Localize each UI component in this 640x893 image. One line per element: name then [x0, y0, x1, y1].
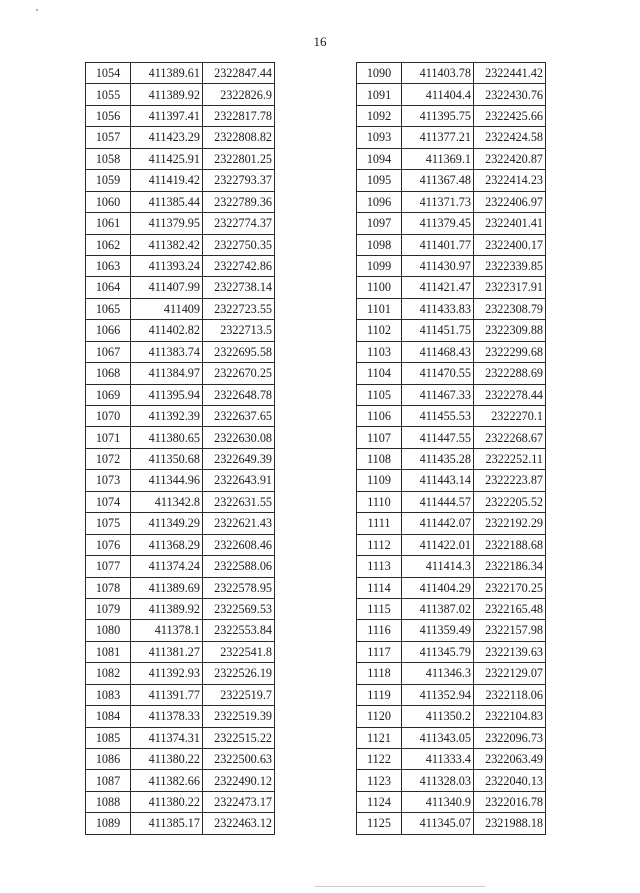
y-coordinate-cell: 2322643.91 [203, 470, 275, 491]
table-row [86, 813, 275, 834]
y-coordinate-cell: 2322621.43 [203, 513, 275, 534]
x-coordinate-cell: 411421.47 [402, 277, 474, 298]
table-row [86, 170, 275, 191]
point-number-cell: 1069 [86, 384, 131, 405]
point-number-cell: 1096 [357, 191, 402, 212]
x-coordinate-cell: 411423.29 [131, 127, 203, 148]
table-row [357, 191, 546, 212]
table-row [86, 598, 275, 619]
x-coordinate-cell: 411387.02 [402, 598, 474, 619]
point-number-cell: 1114 [357, 577, 402, 598]
page-number: 16 [313, 34, 327, 49]
table-row [86, 363, 275, 384]
table-row [86, 513, 275, 534]
point-number-cell: 1078 [86, 577, 131, 598]
point-number-cell: 1087 [86, 770, 131, 791]
y-coordinate-cell: 2322040.13 [474, 770, 546, 791]
x-coordinate-cell: 411404.4 [402, 84, 474, 105]
x-coordinate-cell: 411389.92 [131, 598, 203, 619]
x-coordinate-cell: 411470.55 [402, 363, 474, 384]
y-coordinate-cell: 2322223.87 [474, 470, 546, 491]
y-coordinate-cell: 2322309.88 [474, 320, 546, 341]
y-coordinate-cell: 2322519.39 [203, 706, 275, 727]
point-number-cell: 1122 [357, 749, 402, 770]
x-coordinate-cell: 411385.44 [131, 191, 203, 212]
point-number-cell: 1065 [86, 298, 131, 319]
table-row [357, 706, 546, 727]
y-coordinate-cell: 2322129.07 [474, 663, 546, 684]
x-coordinate-cell: 411380.65 [131, 427, 203, 448]
table-row [357, 277, 546, 298]
y-coordinate-cell: 2322553.84 [203, 620, 275, 641]
scan-artifact-line [315, 886, 485, 887]
x-coordinate-cell: 411433.83 [402, 298, 474, 319]
point-number-cell: 1123 [357, 770, 402, 791]
y-coordinate-cell: 2322742.86 [203, 255, 275, 276]
y-coordinate-cell: 2322441.42 [474, 63, 546, 84]
table-row [357, 127, 546, 148]
x-coordinate-cell: 411414.3 [402, 556, 474, 577]
y-coordinate-cell: 2322817.78 [203, 105, 275, 126]
y-coordinate-cell: 2322738.14 [203, 277, 275, 298]
point-number-cell: 1079 [86, 598, 131, 619]
y-coordinate-cell: 2322299.68 [474, 341, 546, 362]
point-number-cell: 1109 [357, 470, 402, 491]
table-row [357, 234, 546, 255]
y-coordinate-cell: 2322420.87 [474, 148, 546, 169]
x-coordinate-cell: 411379.95 [131, 213, 203, 234]
table-row [86, 706, 275, 727]
y-coordinate-cell: 2322063.49 [474, 749, 546, 770]
table-row [357, 813, 546, 834]
table-row [86, 749, 275, 770]
y-coordinate-cell: 2322723.55 [203, 298, 275, 319]
point-number-cell: 1074 [86, 491, 131, 512]
point-number-cell: 1125 [357, 813, 402, 834]
x-coordinate-cell: 411369.1 [402, 148, 474, 169]
point-number-cell: 1099 [357, 255, 402, 276]
y-coordinate-cell: 2322401.41 [474, 213, 546, 234]
x-coordinate-cell: 411443.14 [402, 470, 474, 491]
point-number-cell: 1118 [357, 663, 402, 684]
table-row [86, 448, 275, 469]
x-coordinate-cell: 411407.99 [131, 277, 203, 298]
x-coordinate-cell: 411374.24 [131, 556, 203, 577]
y-coordinate-cell: 2322268.67 [474, 427, 546, 448]
x-coordinate-cell: 411382.42 [131, 234, 203, 255]
x-coordinate-cell: 411346.3 [402, 663, 474, 684]
x-coordinate-cell: 411389.92 [131, 84, 203, 105]
x-coordinate-cell: 411447.55 [402, 427, 474, 448]
point-number-cell: 1102 [357, 320, 402, 341]
point-number-cell: 1119 [357, 684, 402, 705]
table-row [357, 470, 546, 491]
table-row [86, 470, 275, 491]
x-coordinate-cell: 411455.53 [402, 406, 474, 427]
y-coordinate-cell: 2322016.78 [474, 791, 546, 812]
coordinates-table-left [85, 62, 275, 835]
x-coordinate-cell: 411385.17 [131, 813, 203, 834]
x-coordinate-cell: 411409 [131, 298, 203, 319]
y-coordinate-cell: 2322631.55 [203, 491, 275, 512]
y-coordinate-cell: 2322288.69 [474, 363, 546, 384]
y-coordinate-cell: 2322425.66 [474, 105, 546, 126]
table-row [86, 556, 275, 577]
point-number-cell: 1093 [357, 127, 402, 148]
y-coordinate-cell: 2322473.17 [203, 791, 275, 812]
point-number-cell: 1055 [86, 84, 131, 105]
x-coordinate-cell: 411467.33 [402, 384, 474, 405]
table-row [357, 341, 546, 362]
point-number-cell: 1081 [86, 641, 131, 662]
point-number-cell: 1095 [357, 170, 402, 191]
table-row [86, 213, 275, 234]
table-row [86, 663, 275, 684]
point-number-cell: 1113 [357, 556, 402, 577]
point-number-cell: 1059 [86, 170, 131, 191]
table-row [86, 620, 275, 641]
x-coordinate-cell: 411379.45 [402, 213, 474, 234]
table-row [86, 577, 275, 598]
point-number-cell: 1106 [357, 406, 402, 427]
point-number-cell: 1073 [86, 470, 131, 491]
y-coordinate-cell: 2322847.44 [203, 63, 275, 84]
point-number-cell: 1063 [86, 255, 131, 276]
table-row [86, 277, 275, 298]
table-row [86, 727, 275, 748]
y-coordinate-cell: 2322165.48 [474, 598, 546, 619]
y-coordinate-cell: 2322630.08 [203, 427, 275, 448]
x-coordinate-cell: 411371.73 [402, 191, 474, 212]
table-row [357, 770, 546, 791]
table-row [86, 298, 275, 319]
table-row [357, 749, 546, 770]
point-number-cell: 1101 [357, 298, 402, 319]
point-number-cell: 1060 [86, 191, 131, 212]
point-number-cell: 1075 [86, 513, 131, 534]
point-number-cell: 1061 [86, 213, 131, 234]
point-number-cell: 1104 [357, 363, 402, 384]
y-coordinate-cell: 2322789.36 [203, 191, 275, 212]
table-row [357, 320, 546, 341]
table-row [357, 406, 546, 427]
y-coordinate-cell: 2322188.68 [474, 534, 546, 555]
x-coordinate-cell: 411333.4 [402, 749, 474, 770]
point-number-cell: 1085 [86, 727, 131, 748]
table-row [357, 84, 546, 105]
table-row [357, 170, 546, 191]
y-coordinate-cell: 2322104.83 [474, 706, 546, 727]
y-coordinate-cell: 2321988.18 [474, 813, 546, 834]
x-coordinate-cell: 411381.27 [131, 641, 203, 662]
x-coordinate-cell: 411442.07 [402, 513, 474, 534]
point-number-cell: 1068 [86, 363, 131, 384]
x-coordinate-cell: 411430.97 [402, 255, 474, 276]
x-coordinate-cell: 411352.94 [402, 684, 474, 705]
y-coordinate-cell: 2322793.37 [203, 170, 275, 191]
table-row [86, 148, 275, 169]
table-row [357, 620, 546, 641]
y-coordinate-cell: 2322750.35 [203, 234, 275, 255]
y-coordinate-cell: 2322192.29 [474, 513, 546, 534]
y-coordinate-cell: 2322270.1 [474, 406, 546, 427]
point-number-cell: 1110 [357, 491, 402, 512]
point-number-cell: 1080 [86, 620, 131, 641]
x-coordinate-cell: 411395.75 [402, 105, 474, 126]
point-number-cell: 1088 [86, 791, 131, 812]
table-row [86, 641, 275, 662]
table-row [357, 148, 546, 169]
table-row [86, 84, 275, 105]
point-number-cell: 1082 [86, 663, 131, 684]
table-row [357, 298, 546, 319]
x-coordinate-cell: 411401.77 [402, 234, 474, 255]
table-row [357, 491, 546, 512]
x-coordinate-cell: 411378.1 [131, 620, 203, 641]
y-coordinate-cell: 2322526.19 [203, 663, 275, 684]
table-row [357, 684, 546, 705]
point-number-cell: 1097 [357, 213, 402, 234]
table-row [86, 320, 275, 341]
table-row [357, 663, 546, 684]
y-coordinate-cell: 2322713.5 [203, 320, 275, 341]
table-row [86, 406, 275, 427]
y-coordinate-cell: 2322801.25 [203, 148, 275, 169]
table-row [357, 641, 546, 662]
point-number-cell: 1107 [357, 427, 402, 448]
y-coordinate-cell: 2322339.85 [474, 255, 546, 276]
point-number-cell: 1086 [86, 749, 131, 770]
y-coordinate-cell: 2322649.39 [203, 448, 275, 469]
table-row [86, 427, 275, 448]
y-coordinate-cell: 2322826.9 [203, 84, 275, 105]
x-coordinate-cell: 411328.03 [402, 770, 474, 791]
table-row [357, 534, 546, 555]
y-coordinate-cell: 2322430.76 [474, 84, 546, 105]
x-coordinate-cell: 411435.28 [402, 448, 474, 469]
table-row [86, 384, 275, 405]
table-row [357, 727, 546, 748]
x-coordinate-cell: 411402.82 [131, 320, 203, 341]
y-coordinate-cell: 2322500.63 [203, 749, 275, 770]
x-coordinate-cell: 411422.01 [402, 534, 474, 555]
x-coordinate-cell: 411403.78 [402, 63, 474, 84]
point-number-cell: 1070 [86, 406, 131, 427]
table-row [357, 363, 546, 384]
scan-speck [36, 9, 38, 11]
point-number-cell: 1105 [357, 384, 402, 405]
point-number-cell: 1072 [86, 448, 131, 469]
table-row [357, 513, 546, 534]
table-row [86, 770, 275, 791]
x-coordinate-cell: 411391.77 [131, 684, 203, 705]
x-coordinate-cell: 411392.39 [131, 406, 203, 427]
x-coordinate-cell: 411393.24 [131, 255, 203, 276]
point-number-cell: 1056 [86, 105, 131, 126]
y-coordinate-cell: 2322569.53 [203, 598, 275, 619]
point-number-cell: 1116 [357, 620, 402, 641]
table-row [357, 598, 546, 619]
y-coordinate-cell: 2322278.44 [474, 384, 546, 405]
y-coordinate-cell: 2322170.25 [474, 577, 546, 598]
x-coordinate-cell: 411340.9 [402, 791, 474, 812]
y-coordinate-cell: 2322541.8 [203, 641, 275, 662]
y-coordinate-cell: 2322519.7 [203, 684, 275, 705]
x-coordinate-cell: 411451.75 [402, 320, 474, 341]
y-coordinate-cell: 2322463.12 [203, 813, 275, 834]
coordinates-table-right [356, 62, 546, 835]
table-row [357, 791, 546, 812]
x-coordinate-cell: 411382.66 [131, 770, 203, 791]
table-row [86, 105, 275, 126]
table-row [86, 191, 275, 212]
point-number-cell: 1124 [357, 791, 402, 812]
table-row [357, 384, 546, 405]
y-coordinate-cell: 2322637.65 [203, 406, 275, 427]
y-coordinate-cell: 2322608.46 [203, 534, 275, 555]
x-coordinate-cell: 411444.57 [402, 491, 474, 512]
table-row [86, 255, 275, 276]
x-coordinate-cell: 411345.07 [402, 813, 474, 834]
y-coordinate-cell: 2322205.52 [474, 491, 546, 512]
x-coordinate-cell: 411367.48 [402, 170, 474, 191]
table-row [86, 791, 275, 812]
y-coordinate-cell: 2322400.17 [474, 234, 546, 255]
y-coordinate-cell: 2322317.91 [474, 277, 546, 298]
y-coordinate-cell: 2322096.73 [474, 727, 546, 748]
table-row [357, 427, 546, 448]
table-row [86, 63, 275, 84]
point-number-cell: 1100 [357, 277, 402, 298]
table-row [357, 213, 546, 234]
point-number-cell: 1121 [357, 727, 402, 748]
point-number-cell: 1084 [86, 706, 131, 727]
y-coordinate-cell: 2322308.79 [474, 298, 546, 319]
point-number-cell: 1089 [86, 813, 131, 834]
point-number-cell: 1067 [86, 341, 131, 362]
y-coordinate-cell: 2322588.06 [203, 556, 275, 577]
point-number-cell: 1094 [357, 148, 402, 169]
x-coordinate-cell: 411392.93 [131, 663, 203, 684]
y-coordinate-cell: 2322670.25 [203, 363, 275, 384]
y-coordinate-cell: 2322578.95 [203, 577, 275, 598]
x-coordinate-cell: 411419.42 [131, 170, 203, 191]
table-row [357, 577, 546, 598]
y-coordinate-cell: 2322186.34 [474, 556, 546, 577]
point-number-cell: 1091 [357, 84, 402, 105]
x-coordinate-cell: 411350.68 [131, 448, 203, 469]
y-coordinate-cell: 2322424.58 [474, 127, 546, 148]
y-coordinate-cell: 2322252.11 [474, 448, 546, 469]
y-coordinate-cell: 2322515.22 [203, 727, 275, 748]
point-number-cell: 1054 [86, 63, 131, 84]
y-coordinate-cell: 2322406.97 [474, 191, 546, 212]
y-coordinate-cell: 2322808.82 [203, 127, 275, 148]
x-coordinate-cell: 411404.29 [402, 577, 474, 598]
x-coordinate-cell: 411395.94 [131, 384, 203, 405]
y-coordinate-cell: 2322648.78 [203, 384, 275, 405]
x-coordinate-cell: 411389.61 [131, 63, 203, 84]
x-coordinate-cell: 411380.22 [131, 791, 203, 812]
y-coordinate-cell: 2322157.98 [474, 620, 546, 641]
table-row [86, 534, 275, 555]
table-row [357, 255, 546, 276]
x-coordinate-cell: 411425.91 [131, 148, 203, 169]
point-number-cell: 1058 [86, 148, 131, 169]
x-coordinate-cell: 411342.8 [131, 491, 203, 512]
x-coordinate-cell: 411468.43 [402, 341, 474, 362]
x-coordinate-cell: 411377.21 [402, 127, 474, 148]
point-number-cell: 1098 [357, 234, 402, 255]
x-coordinate-cell: 411350.2 [402, 706, 474, 727]
x-coordinate-cell: 411397.41 [131, 105, 203, 126]
x-coordinate-cell: 411349.29 [131, 513, 203, 534]
point-number-cell: 1103 [357, 341, 402, 362]
x-coordinate-cell: 411345.79 [402, 641, 474, 662]
x-coordinate-cell: 411344.96 [131, 470, 203, 491]
table-row [357, 448, 546, 469]
x-coordinate-cell: 411374.31 [131, 727, 203, 748]
table-row [86, 234, 275, 255]
point-number-cell: 1112 [357, 534, 402, 555]
point-number-cell: 1066 [86, 320, 131, 341]
y-coordinate-cell: 2322118.06 [474, 684, 546, 705]
table-row [357, 63, 546, 84]
point-number-cell: 1108 [357, 448, 402, 469]
point-number-cell: 1076 [86, 534, 131, 555]
y-coordinate-cell: 2322695.58 [203, 341, 275, 362]
x-coordinate-cell: 411343.05 [402, 727, 474, 748]
point-number-cell: 1090 [357, 63, 402, 84]
x-coordinate-cell: 411378.33 [131, 706, 203, 727]
point-number-cell: 1120 [357, 706, 402, 727]
point-number-cell: 1062 [86, 234, 131, 255]
y-coordinate-cell: 2322139.63 [474, 641, 546, 662]
table-row [86, 491, 275, 512]
table-row [357, 105, 546, 126]
point-number-cell: 1092 [357, 105, 402, 126]
point-number-cell: 1064 [86, 277, 131, 298]
point-number-cell: 1117 [357, 641, 402, 662]
point-number-cell: 1071 [86, 427, 131, 448]
x-coordinate-cell: 411368.29 [131, 534, 203, 555]
point-number-cell: 1111 [357, 513, 402, 534]
x-coordinate-cell: 411383.74 [131, 341, 203, 362]
table-row [86, 127, 275, 148]
point-number-cell: 1083 [86, 684, 131, 705]
point-number-cell: 1057 [86, 127, 131, 148]
point-number-cell: 1115 [357, 598, 402, 619]
y-coordinate-cell: 2322490.12 [203, 770, 275, 791]
x-coordinate-cell: 411380.22 [131, 749, 203, 770]
table-row [357, 556, 546, 577]
x-coordinate-cell: 411359.49 [402, 620, 474, 641]
y-coordinate-cell: 2322774.37 [203, 213, 275, 234]
y-coordinate-cell: 2322414.23 [474, 170, 546, 191]
x-coordinate-cell: 411389.69 [131, 577, 203, 598]
x-coordinate-cell: 411384.97 [131, 363, 203, 384]
table-row [86, 341, 275, 362]
point-number-cell: 1077 [86, 556, 131, 577]
table-row [86, 684, 275, 705]
